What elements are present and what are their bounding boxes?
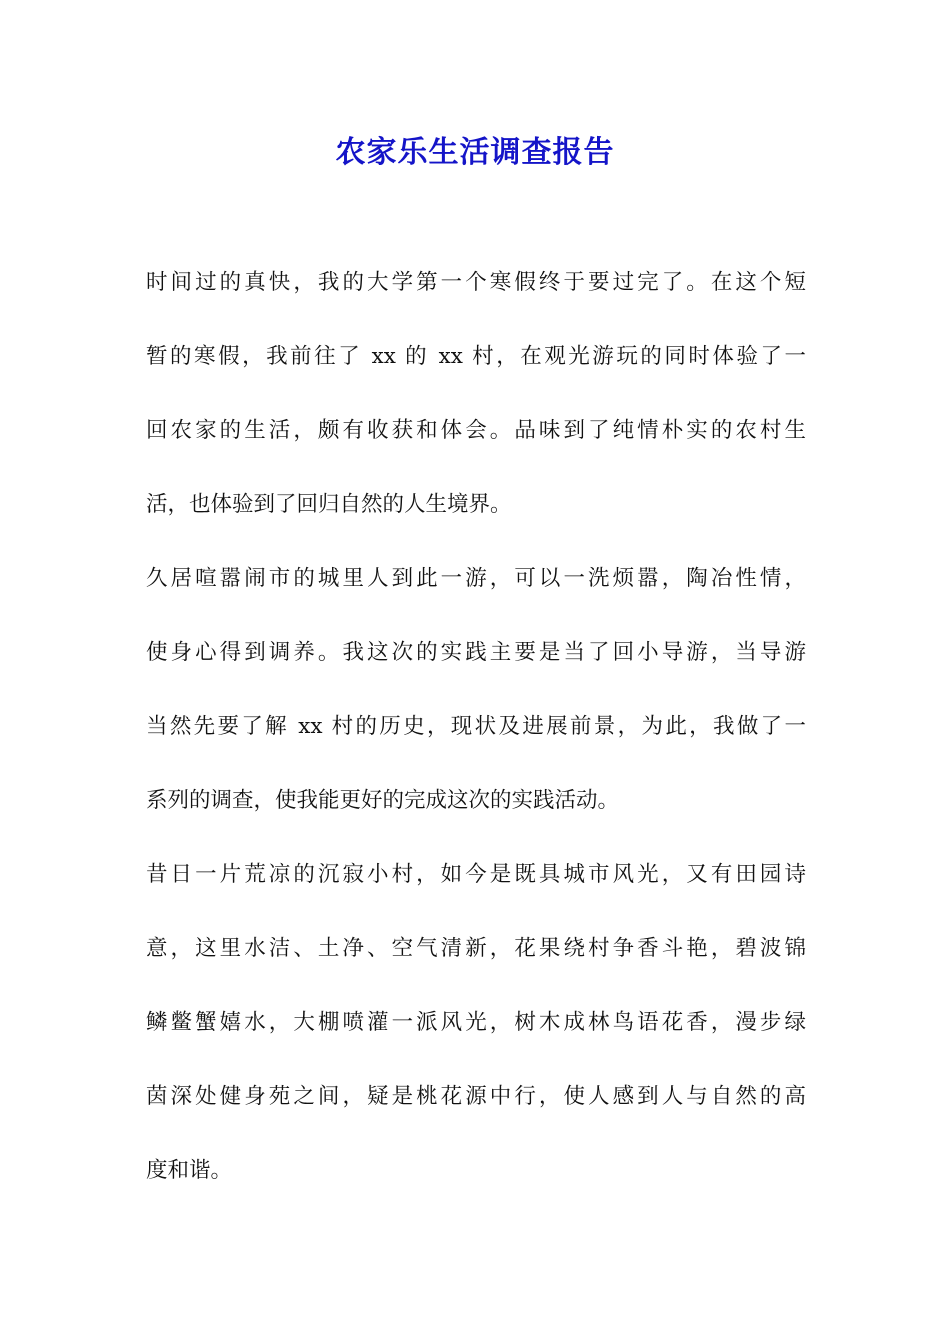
- document-body: [146, 262, 806, 1224]
- paragraph-2-line-3: 当然先要了解 xx 村的历史，现状及进展前景，为此，我做了一: [146, 714, 806, 739]
- paragraph-2-line-1: 久居喧嚣闹市的城里人到此一游，可以一洗烦嚣，陶冶性情，: [146, 566, 806, 591]
- paragraph-2-line-4: 系列的调查，使我能更好的完成这次的实践活动。: [146, 788, 620, 813]
- paragraph-3-line-3: 鳞鳖蟹嬉水，大棚喷灌一派风光，树木成林鸟语花香，漫步绿: [146, 1010, 806, 1035]
- document-title: 农家乐生活调查报告: [335, 135, 615, 170]
- paragraph-1-line-2: 暂的寒假，我前往了 xx 的 xx 村，在观光游玩的同时体验了一: [146, 344, 806, 369]
- paragraph-1-line-4: 活，也体验到了回归自然的人生境界。: [146, 492, 512, 517]
- paragraph-1-line-1: 时间过的真快，我的大学第一个寒假终于要过完了。在这个短: [146, 270, 806, 295]
- paragraph-3-line-1: 昔日一片荒凉的沉寂小村，如今是既具城市风光，又有田园诗: [146, 862, 806, 887]
- paragraph-3-line-2: 意，这里水洁、土净、空气清新，花果绕村争香斗艳，碧波锦: [146, 936, 806, 961]
- paragraph-1-line-3: 回农家的生活，颇有收获和体会。品味到了纯情朴实的农村生: [146, 418, 806, 443]
- paragraph-3-line-4: 茵深处健身苑之间，疑是桃花源中行，使人感到人与自然的高: [146, 1084, 806, 1109]
- paragraph-3-line-5: 度和谐。: [146, 1158, 233, 1183]
- paragraph-2-line-2: 使身心得到调养。我这次的实践主要是当了回小导游，当导游: [146, 640, 806, 665]
